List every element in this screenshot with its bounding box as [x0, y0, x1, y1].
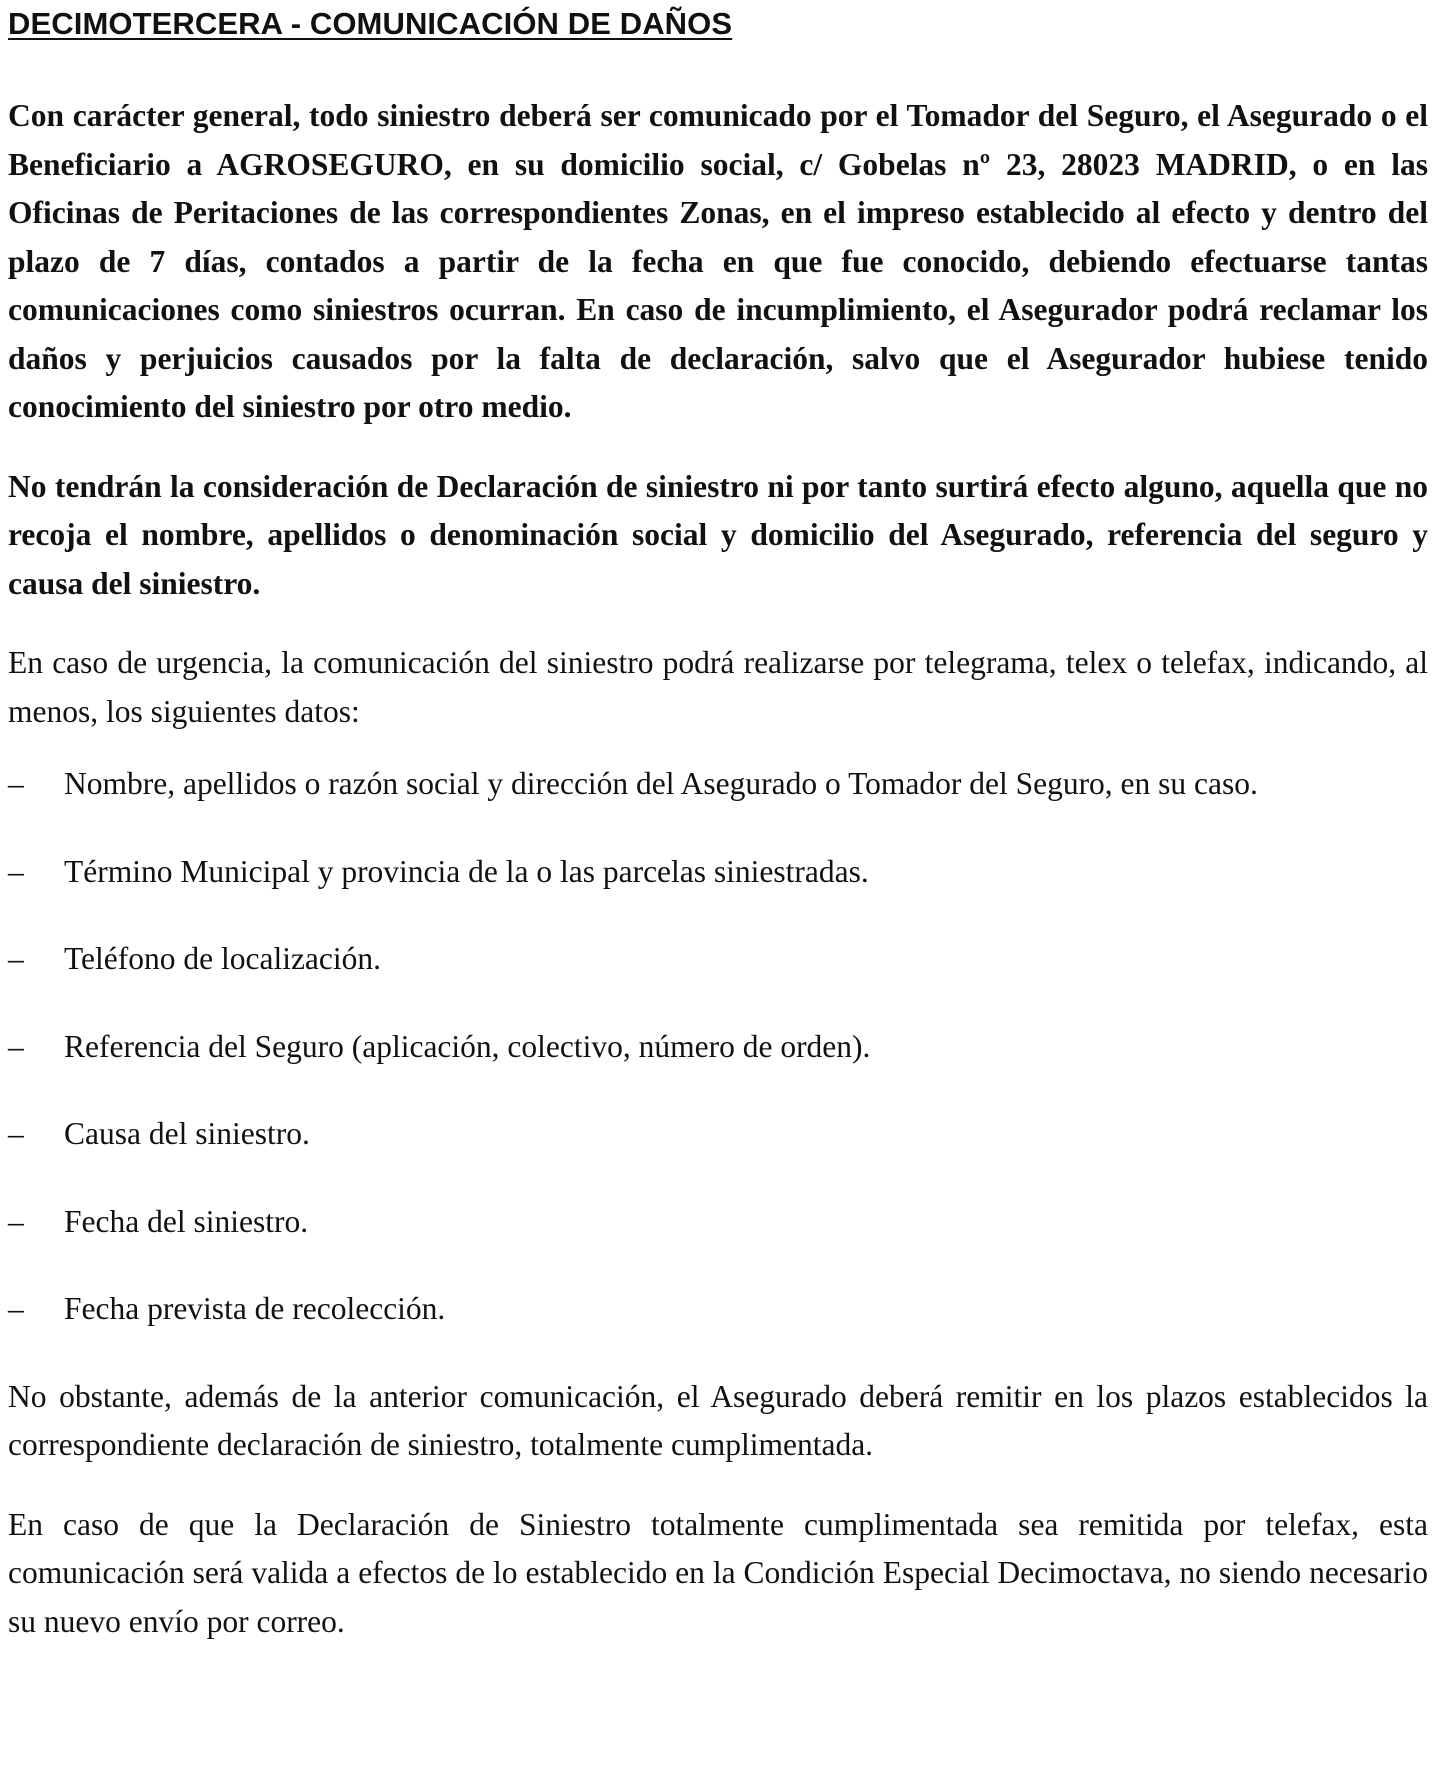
paragraph-invalid-declaration: No tendrán la consideración de Declaración de siniestro ni por tanto surtirá efecto alguno, aquella que no recoja el nombre, apellidos o denominación social y domicilio del Asegurado, referencia del seguro y causa del siniestro. [8, 468, 1428, 601]
document-page [8, 0, 1428, 1646]
list-item-text: Fecha prevista de recolección. [64, 1291, 446, 1326]
list-item [8, 1110, 1428, 1159]
paragraph-followup-declaration: No obstante, además de la anterior comunicación, el Asegurado deberá remitir en los plazos establecidos la correspondiente declaración de siniestro, totalmente cumplimentada. [8, 1378, 1428, 1462]
list-item-text: Nombre, apellidos o razón social y dirección del Asegurado o Tomador del Seguro, en su caso. [64, 766, 1258, 801]
list-item [8, 1198, 1428, 1247]
dash-bullet-icon: – [8, 941, 24, 976]
required-data-list [8, 760, 1428, 1334]
paragraph-urgency: En caso de urgencia, la comunicación del siniestro podrá realizarse por telegrama, telex o telefax, indicando, al menos, los siguientes datos: [8, 645, 1428, 729]
list-item-text: Término Municipal y provincia de la o las parcelas siniestradas. [64, 853, 869, 889]
section-heading: DECIMOTERCERA - COMUNICACIÓN DE DAÑOS [8, 6, 733, 41]
list-item [8, 760, 1428, 809]
dash-bullet-icon: – [8, 853, 24, 889]
dash-bullet-icon: – [8, 766, 24, 801]
dash-bullet-icon: – [8, 1291, 24, 1326]
list-item [8, 1023, 1428, 1072]
paragraph-telefax-validity: En caso de que la Declaración de Siniestro totalmente cumplimentada sea remitida por telefax, esta comunicación será valida a efectos de lo establecido en la Condición Especial Decimoctava, no siendo necesario su nuevo envío por correo. [8, 1506, 1428, 1639]
list-item-text: Causa del siniestro. [64, 1116, 310, 1151]
dash-bullet-icon: – [8, 1116, 24, 1151]
list-item [8, 848, 1428, 897]
list-item [8, 935, 1428, 984]
list-item-text: Fecha del siniestro. [64, 1203, 309, 1239]
paragraph-general-notice: Con carácter general, todo siniestro deberá ser comunicado por el Tomador del Seguro, el Asegurado o el Beneficiario a AGROSEGURO, en su domicilio social, c/ Gobelas nº 23, 28023 MADRID, o en las Oficinas de Peritaciones de las correspondientes Zonas, en el impreso establecido al efecto y dentro del plazo de 7 días, contados a partir de la fecha en que fue conocido, debiendo efectuarse tantas comunicaciones como siniestros ocurran. En caso de incumplimiento, el Asegurador podrá reclamar los daños y perjuicios causados por la falta de declaración, salvo que el Asegurador hubiese tenido conocimiento del siniestro por otro medio. [8, 98, 1428, 424]
list-item-text: Referencia del Seguro (aplicación, colectivo, número de orden). [64, 1028, 871, 1064]
list-item-text: Teléfono de localización. [64, 941, 382, 976]
dash-bullet-icon: – [8, 1028, 24, 1064]
list-item [8, 1285, 1428, 1334]
dash-bullet-icon: – [8, 1203, 24, 1239]
